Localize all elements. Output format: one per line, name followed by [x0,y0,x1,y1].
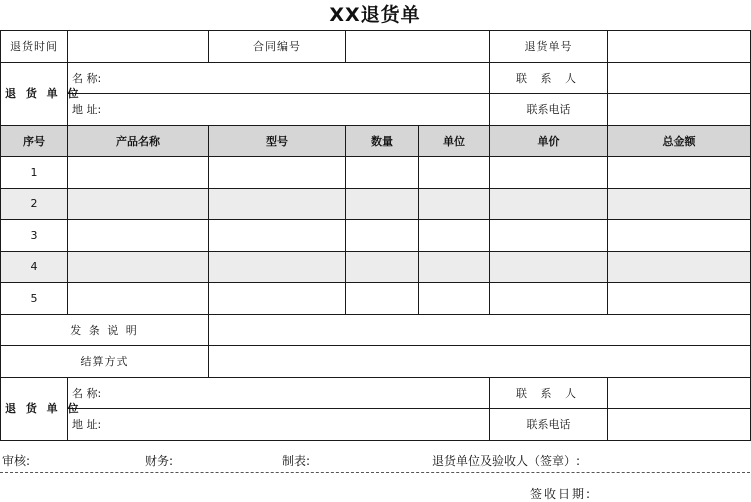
shipping-note-field[interactable] [209,314,751,346]
settlement-row [1,346,751,378]
row-product-name[interactable] [68,188,209,220]
settlement-label: 结算方式 [1,346,209,378]
unit-bottom-phone-field[interactable] [608,409,751,441]
row-quantity[interactable] [346,157,419,189]
row-unit-price[interactable] [490,251,608,283]
unit-top-phone-label: 联系电话 [490,94,608,126]
row-total[interactable] [608,220,751,252]
unit-bottom-address-field[interactable] [68,409,490,441]
unit-bottom-name-field[interactable] [68,377,490,409]
table-row [1,188,751,220]
unit-bottom-label: 退 货 单 位 [1,377,68,440]
prepared-label: 制表: [282,454,311,468]
row-no: 1 [1,157,68,189]
row-total[interactable] [608,157,751,189]
table-row [1,220,751,252]
unit-top-address-label: 地 址: [72,103,102,117]
unit-bottom-contact-label: 联 系 人 [490,377,608,409]
return-form-table [0,30,751,441]
unit-top-contact-label: 联 系 人 [490,62,608,94]
signature-footer [0,446,750,473]
return-time-field[interactable] [68,31,209,63]
finance-label: 财务: [145,454,174,468]
col-header-model: 型号 [209,125,346,157]
table-row [1,251,751,283]
unit-top-contact-field[interactable] [608,62,751,94]
return-time-label: 退货时间 [1,31,68,63]
col-header-total: 总金额 [608,125,751,157]
return-no-label: 退货单号 [490,31,608,63]
unit-top-phone-field[interactable] [608,94,751,126]
shipping-note-label: 发 条 说 明 [1,314,209,346]
settlement-field[interactable] [209,346,751,378]
row-product-name[interactable] [68,283,209,315]
row-total[interactable] [608,188,751,220]
row-model[interactable] [209,251,346,283]
row-product-name[interactable] [68,220,209,252]
receiver-signature-label: 退货单位及验收人（签章）: [432,454,581,468]
unit-top-name-field[interactable] [68,62,490,94]
row-no: 4 [1,251,68,283]
header-row [1,31,751,63]
col-header-unit-price: 单价 [490,125,608,157]
row-model[interactable] [209,157,346,189]
col-header-no: 序号 [1,125,68,157]
unit-top-name-label: 名 称: [72,71,102,85]
unit-bottom-phone-label: 联系电话 [490,409,608,441]
row-quantity[interactable] [346,220,419,252]
row-model[interactable] [209,220,346,252]
row-unit[interactable] [419,283,490,315]
row-total[interactable] [608,251,751,283]
row-unit[interactable] [419,188,490,220]
row-unit-price[interactable] [490,188,608,220]
row-unit-price[interactable] [490,157,608,189]
document-title: XX退货单 [329,4,421,26]
row-product-name[interactable] [68,157,209,189]
row-unit[interactable] [419,251,490,283]
unit-bottom-address-label: 地 址: [72,418,102,432]
contract-no-label: 合同编号 [209,31,346,63]
col-header-quantity: 数量 [346,125,419,157]
row-quantity[interactable] [346,251,419,283]
unit-bottom-name-label: 名 称: [72,386,102,400]
unit-top-address-field[interactable] [68,94,490,126]
unit-top-label: 退 货 单 位 [1,62,68,125]
table-row [1,283,751,315]
col-header-unit: 单位 [419,125,490,157]
unit-top-name-row [1,62,751,94]
column-header-row [1,125,751,157]
unit-bottom-address-row [1,409,751,441]
unit-bottom-contact-field[interactable] [608,377,751,409]
row-unit[interactable] [419,220,490,252]
row-unit[interactable] [419,157,490,189]
row-total[interactable] [608,283,751,315]
return-no-field[interactable] [608,31,751,63]
row-model[interactable] [209,188,346,220]
row-unit-price[interactable] [490,220,608,252]
row-quantity[interactable] [346,283,419,315]
col-header-product-name: 产品名称 [68,125,209,157]
audit-label: 审核: [2,454,31,468]
row-model[interactable] [209,283,346,315]
unit-top-address-row [1,94,751,126]
row-product-name[interactable] [68,251,209,283]
row-no: 5 [1,283,68,315]
shipping-note-row [1,314,751,346]
row-no: 2 [1,188,68,220]
row-quantity[interactable] [346,188,419,220]
table-row [1,157,751,189]
row-no: 3 [1,220,68,252]
row-unit-price[interactable] [490,283,608,315]
receive-date-label: 签收日期: [530,487,593,501]
contract-no-field[interactable] [346,31,490,63]
unit-bottom-name-row [1,377,751,409]
